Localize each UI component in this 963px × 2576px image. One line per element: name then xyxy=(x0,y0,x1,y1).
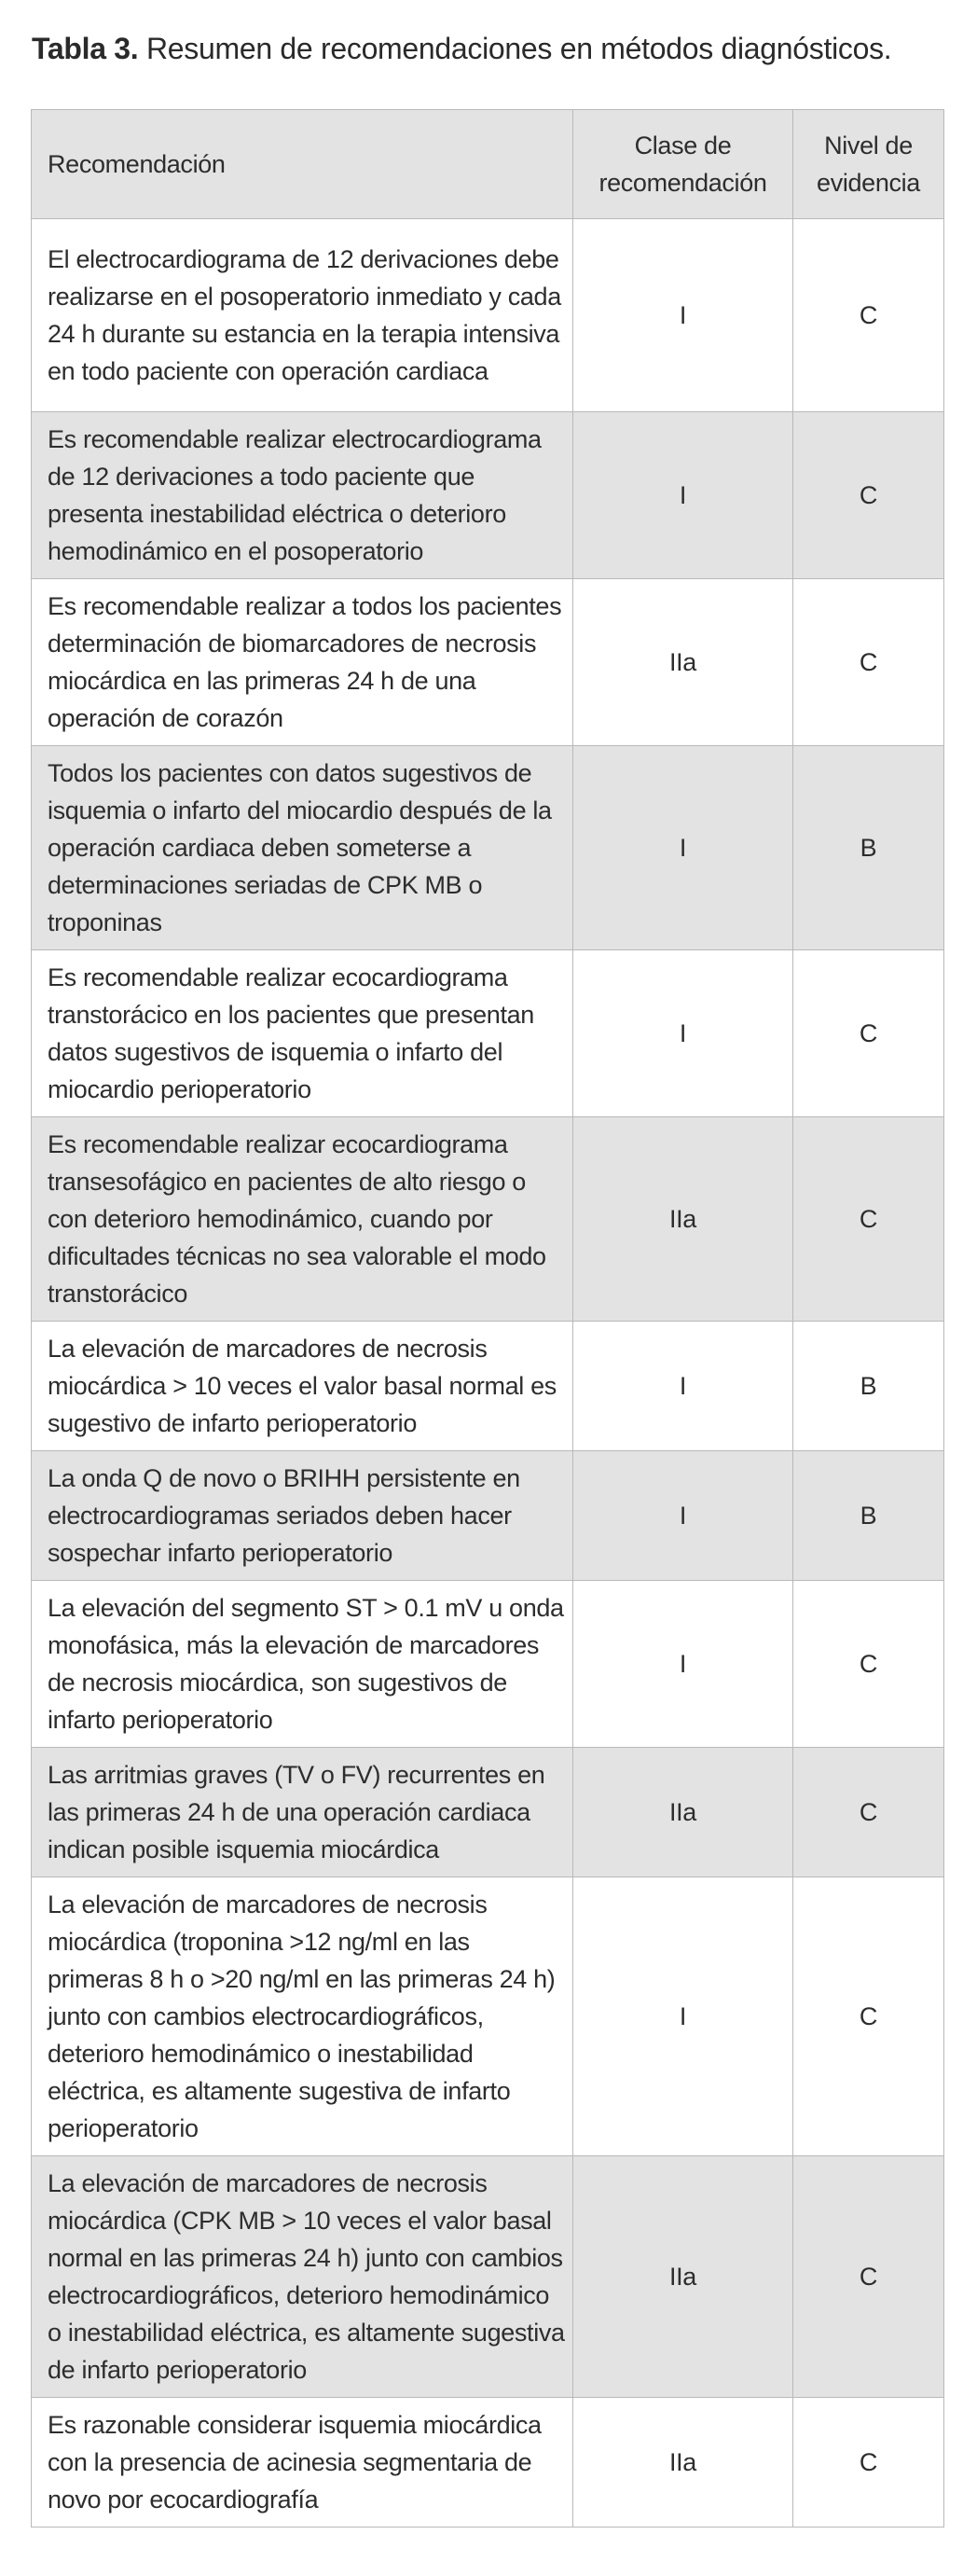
table-row xyxy=(32,1451,944,1581)
table-row xyxy=(32,950,944,1117)
table-row xyxy=(32,746,944,950)
table-row xyxy=(32,2398,944,2528)
table-row xyxy=(32,1581,944,1748)
cell-nivel: B xyxy=(793,1451,944,1581)
cell-recomendacion: La elevación de marcadores de necrosis miocárdica (CPK MB > 10 veces el valor basal normal en las primeras 24 h) junto con cambios electrocardiográficos, deterioro hemodinámico o inestabilidad eléctrica, es altamente sugestiva de infarto perioperatorio xyxy=(32,2156,573,2398)
cell-nivel: C xyxy=(793,2156,944,2398)
cell-clase: I xyxy=(573,219,793,412)
cell-nivel: C xyxy=(793,219,944,412)
cell-clase: I xyxy=(573,950,793,1117)
table-row xyxy=(32,1748,944,1877)
cell-nivel: C xyxy=(793,950,944,1117)
cell-nivel: C xyxy=(793,1877,944,2156)
cell-clase: IIa xyxy=(573,579,793,746)
cell-nivel: C xyxy=(793,579,944,746)
cell-clase: I xyxy=(573,1451,793,1581)
table-row xyxy=(32,579,944,746)
caption-text: Resumen de recomendaciones en métodos diagnósticos. xyxy=(138,32,892,65)
cell-clase: IIa xyxy=(573,2398,793,2528)
cell-recomendacion: La onda Q de novo o BRIHH persistente en electrocardiogramas seriados deben hacer sospechar infarto perioperatorio xyxy=(32,1451,573,1581)
cell-recomendacion: Es recomendable realizar ecocardiograma transesofágico en pacientes de alto riesgo o con deterioro hemodinámico, cuando por dificultades técnicas no sea valorable el modo transtorácico xyxy=(32,1117,573,1322)
cell-nivel: B xyxy=(793,746,944,950)
cell-clase: I xyxy=(573,412,793,579)
cell-recomendacion: El electrocardiograma de 12 derivaciones debe realizarse en el posoperatorio inmediato y cada 24 h durante su estancia en la terapia intensiva en todo paciente con operación cardiaca xyxy=(32,219,573,412)
cell-clase: I xyxy=(573,1877,793,2156)
cell-clase: I xyxy=(573,1581,793,1748)
cell-nivel: C xyxy=(793,2398,944,2528)
caption-label: Tabla 3. xyxy=(32,32,139,65)
header-recomendacion: Recomendación xyxy=(32,110,573,219)
header-nivel: Nivel de evidencia xyxy=(793,110,944,219)
cell-nivel: B xyxy=(793,1322,944,1451)
cell-recomendacion: Es recomendable realizar a todos los pacientes determinación de biomarcadores de necrosis miocárdica en las primeras 24 h de una operación de corazón xyxy=(32,579,573,746)
cell-clase: I xyxy=(573,746,793,950)
cell-recomendacion: La elevación de marcadores de necrosis miocárdica (troponina >12 ng/ml en las primeras 8 h o >20 ng/ml en las primeras 24 h) junto con cambios electrocardiográficos, deterioro hemodinámico o inestabilidad eléctrica, es altamente sugestiva de infarto perioperatorio xyxy=(32,1877,573,2156)
table-caption xyxy=(32,28,945,69)
cell-clase: IIa xyxy=(573,1117,793,1322)
header-row xyxy=(32,110,944,219)
table-row xyxy=(32,1877,944,2156)
table-row xyxy=(32,1322,944,1451)
cell-nivel: C xyxy=(793,412,944,579)
cell-clase: IIa xyxy=(573,1748,793,1877)
cell-recomendacion: Es recomendable realizar electrocardiograma de 12 derivaciones a todo paciente que presenta inestabilidad eléctrica o deterioro hemodinámico en el posoperatorio xyxy=(32,412,573,579)
cell-recomendacion: Es recomendable realizar ecocardiograma transtorácico en los pacientes que presentan datos sugestivos de isquemia o infarto del miocardio perioperatorio xyxy=(32,950,573,1117)
cell-clase: IIa xyxy=(573,2156,793,2398)
header-clase: Clase de recomendación xyxy=(573,110,793,219)
cell-nivel: C xyxy=(793,1748,944,1877)
cell-recomendacion: Es razonable considerar isquemia miocárdica con la presencia de acinesia segmentaria de novo por ecocardiografía xyxy=(32,2398,573,2528)
cell-nivel: C xyxy=(793,1117,944,1322)
cell-recomendacion: Todos los pacientes con datos sugestivos de isquemia o infarto del miocardio después de la operación cardiaca deben someterse a determinaciones seriadas de CPK MB o troponinas xyxy=(32,746,573,950)
table-header xyxy=(32,110,944,219)
table-body xyxy=(32,219,944,2528)
cell-recomendacion: Las arritmias graves (TV o FV) recurrentes en las primeras 24 h de una operación cardiaca indican posible isquemia miocárdica xyxy=(32,1748,573,1877)
cell-recomendacion: La elevación del segmento ST > 0.1 mV u onda monofásica, más la elevación de marcadores de necrosis miocárdica, son sugestivos de infarto perioperatorio xyxy=(32,1581,573,1748)
table-row xyxy=(32,2156,944,2398)
cell-recomendacion: La elevación de marcadores de necrosis miocárdica > 10 veces el valor basal normal es sugestivo de infarto perioperatorio xyxy=(32,1322,573,1451)
cell-clase: I xyxy=(573,1322,793,1451)
table-row xyxy=(32,219,944,412)
cell-nivel: C xyxy=(793,1581,944,1748)
recommendations-table xyxy=(31,109,944,2528)
table-row xyxy=(32,1117,944,1322)
table-row xyxy=(32,412,944,579)
